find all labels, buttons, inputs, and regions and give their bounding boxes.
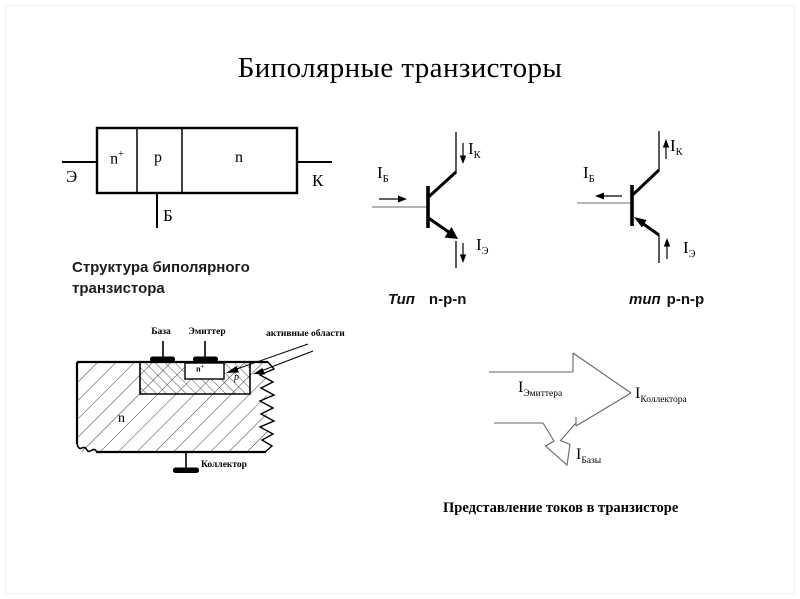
flow-collector-current-label: $I_{Коллектора}$ [635, 385, 687, 405]
pnp-collector-arrowhead [663, 139, 669, 148]
collector-electrode [173, 468, 199, 474]
cross-section-diagram [77, 341, 313, 473]
current-flow-diagram [489, 353, 631, 465]
npn-emitter-current-label: $I_Э$ [476, 235, 489, 257]
cross-section-collector-label: Коллектор [201, 460, 247, 470]
terminal-label-base: Б [163, 206, 173, 225]
pnp-collector-current-label: $I_К$ [670, 136, 683, 158]
region-label-p: p [154, 149, 162, 166]
pnp-symbol [577, 131, 670, 263]
active-areas-label: активные области [266, 329, 345, 339]
pnp-emitter-diagonal [642, 223, 659, 235]
base-branch-arrow [543, 423, 576, 465]
structure-caption-line2: транзистора [72, 280, 165, 297]
flow-base-current-label: $I_{Базы}$ [576, 446, 602, 466]
pnp-emitter-current-arrowhead [664, 238, 670, 247]
structure-diagram [62, 128, 332, 228]
npn-emitter-current-arrowhead [460, 255, 466, 264]
flow-emitter-current-label: $I_{Эмиттера}$ [518, 379, 563, 399]
page-title: Биполярные транзисторы [237, 52, 563, 84]
structure-caption-line1: Структура биполярного [72, 259, 250, 276]
current-flow-caption: Представление токов в транзисторе [443, 500, 679, 516]
npn-collector-arrowhead [460, 156, 466, 165]
structure-box [97, 128, 297, 193]
emitter-electrode [193, 357, 218, 363]
npn-base-current-label: $I_Б$ [377, 163, 389, 185]
cross-section-base-label: База [151, 327, 171, 337]
cross-section-n-label: n [118, 411, 125, 426]
region-label-nplus: n+ [110, 149, 124, 168]
npn-symbol [372, 132, 466, 268]
npn-type-label: Тип n-p-n [388, 291, 467, 308]
npn-emitter-diagonal [429, 218, 451, 233]
region-label-n: n [235, 149, 243, 166]
npn-collector-current-label: $I_К$ [468, 139, 481, 161]
cross-section-emitter-label: Эмиттер [188, 327, 226, 337]
pnp-type-label: тип p-n-p [629, 291, 705, 308]
pnp-base-current-label: $I_Б$ [583, 163, 595, 185]
npn-collector-diagonal [429, 172, 457, 197]
cross-section-p-label: p [234, 372, 239, 383]
pnp-emitter-current-label: $I_Э$ [683, 238, 696, 260]
pnp-collector-diagonal [633, 170, 660, 195]
terminal-label-collector: К [312, 171, 324, 190]
pnp-base-arrowhead [595, 193, 604, 200]
structure-caption [72, 257, 250, 299]
nplus-region [185, 363, 224, 379]
terminal-label-emitter: Э [66, 167, 78, 186]
cross-section-nplus-label: n+ [196, 364, 204, 374]
npn-base-arrowhead [398, 196, 407, 203]
base-electrode [150, 357, 175, 363]
active-arrow-line-2 [261, 351, 313, 371]
